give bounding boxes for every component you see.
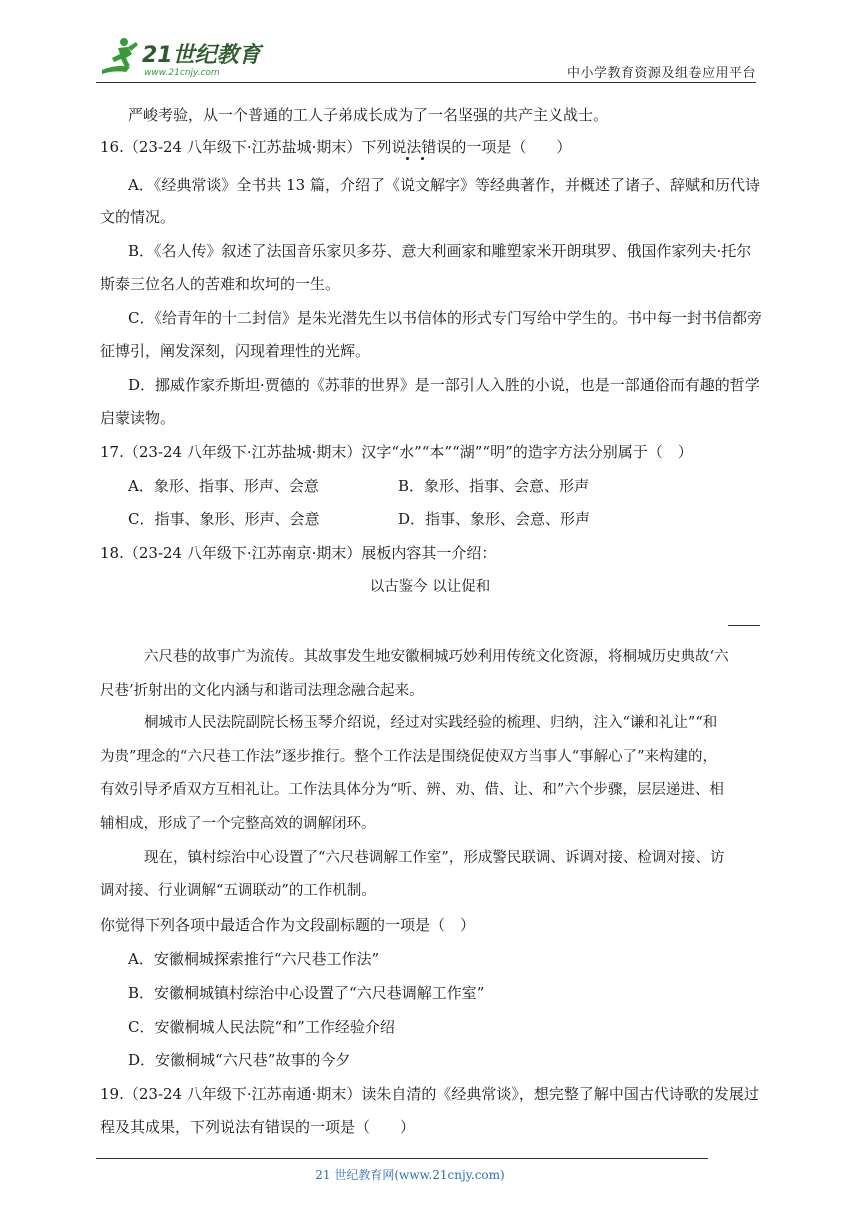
question-16-option-d-cont: 启蒙读物。 bbox=[100, 409, 176, 427]
emphasis-dot bbox=[406, 157, 409, 160]
question-18-ask: 你觉得下列各项中最适合作为文段副标题的一项是（ ） bbox=[100, 916, 476, 934]
question-19-stem-cont: 程及其成果，下列说法有错误的一项是（ ） bbox=[100, 1118, 416, 1136]
question-17-stem: 17.（23-24 八年级下·江苏盐城·期末）汉字“水”“本”“湖”“明”的造字方法分别属于（ ） bbox=[100, 443, 693, 461]
footer-divider bbox=[96, 1158, 708, 1159]
question-17-option-a: A．象形、指事、形声、会意 bbox=[128, 477, 319, 495]
question-18-option-b: B．安徽桐城镇村综治中心设置了“六尺巷调解工作室” bbox=[128, 984, 485, 1002]
svg-text:21世纪教育: 21世纪教育 bbox=[142, 43, 261, 68]
passage-para-2: 桐城市人民法院副院长杨玉琴介绍说，经过对实践经验的梳理、归纳，注入“谦和礼让”“和 bbox=[144, 715, 718, 731]
question-18-option-c: C．安徽桐城人民法院“和”工作经验介绍 bbox=[128, 1018, 395, 1036]
question-16-option-a-cont: 文的情况。 bbox=[100, 208, 176, 226]
passage-para-2-cont: 为贵”理念的“六尺巷工作法”逐步推行。整个工作法是围绕促使双方当事人“事解心了”来构建的， bbox=[100, 749, 718, 765]
passage-title: 以古鉴今 以让促和 bbox=[369, 579, 491, 595]
question-17-option-b: B．象形、指事、会意、形声 bbox=[398, 477, 590, 495]
header-divider bbox=[96, 82, 756, 83]
question-16-option-b: B．《名人传》叙述了法国音乐家贝多芬、意大利画家和雕塑家米开朗琪罗、俄国作家列夫·托尔 bbox=[128, 242, 752, 260]
question-16-option-b-cont: 斯泰三位名人的苦难和坎坷的一生。 bbox=[100, 275, 341, 293]
question-16-option-d: D．挪威作家乔斯坦·贾德的《苏菲的世界》是一部引人入胜的小说，也是一部通俗而有趣的哲学 bbox=[128, 376, 760, 394]
question-18-option-a: A．安徽桐城探索推行“六尺巷工作法” bbox=[128, 950, 380, 968]
question-17-option-d: D．指事、象形、会意、形声 bbox=[398, 510, 591, 528]
question-19-stem: 19.（23-24 八年级下·江苏南通·期末）读朱自清的《经典常谈》，想完整了解中国古代诗歌的发展过 bbox=[100, 1085, 759, 1103]
question-16-option-c-cont: 征博引，阐发深刻，闪现着理性的光辉。 bbox=[100, 342, 371, 360]
passage-para-2-cont: 辅相成，形成了一个完整高效的调解闭环。 bbox=[100, 816, 376, 832]
passage-para-3-cont: 调对接、行业调解“五调联动”的工作机制。 bbox=[100, 883, 376, 899]
passage-para-2-cont: 有效引导矛盾双方互相礼让。工作法具体分为“听、辨、劝、借、让、和”六个步骤，层层递进、相 bbox=[100, 782, 724, 798]
question-16-option-c: C．《给青年的十二封信》是朱光潜先生以书信体的形式专门写给中学生的。书中每一封书信都旁 bbox=[128, 309, 762, 327]
passage-para-3: 现在，镇村综治中心设置了“六尺巷调解工作室”，形成警民联调、诉调对接、检调对接、访 bbox=[144, 850, 725, 866]
question-16-option-a: A．《经典常谈》全书共 13 篇，介绍了《说文解字》等经典著作，并概述了诸子、辞赋和历代诗 bbox=[128, 176, 760, 194]
footer-site-link[interactable]: 21 世纪教育网(www.21cnjy.com) bbox=[315, 1168, 505, 1182]
question-16-stem: 16.（23-24 八年级下·江苏盐城·期末）下列说法错误的一项是（ ） bbox=[100, 138, 572, 156]
runner-logo-icon bbox=[96, 34, 264, 80]
emphasis-dot bbox=[421, 157, 424, 160]
site-logo bbox=[96, 34, 264, 80]
question-17-option-c: C．指事、象形、形声、会意 bbox=[128, 510, 320, 528]
passage-para-1: 六尺巷的故事广为流传。其故事发生地安徽桐城巧妙利用传统文化资源，将桐城历史典故‘六 bbox=[144, 649, 729, 665]
header-platform-text: 中小学教育资源及组卷应用平台 bbox=[566, 66, 756, 81]
title-dash bbox=[728, 625, 760, 626]
question-18-stem: 18.（23-24 八年级下·江苏南京·期末）展板内容其一介绍： bbox=[100, 544, 497, 562]
passage-para-1-cont: 尺巷’折射出的文化内涵与和谐司法理念融合起来。 bbox=[100, 683, 424, 699]
svg-text:www.21cnjy.com: www.21cnjy.com bbox=[144, 68, 220, 78]
question-18-option-d: D．安徽桐城“六尺巷”故事的今夕 bbox=[128, 1051, 351, 1069]
text-line: 严峻考验，从一个普通的工人子弟成长成为了一名坚强的共产主义战士。 bbox=[128, 106, 609, 124]
